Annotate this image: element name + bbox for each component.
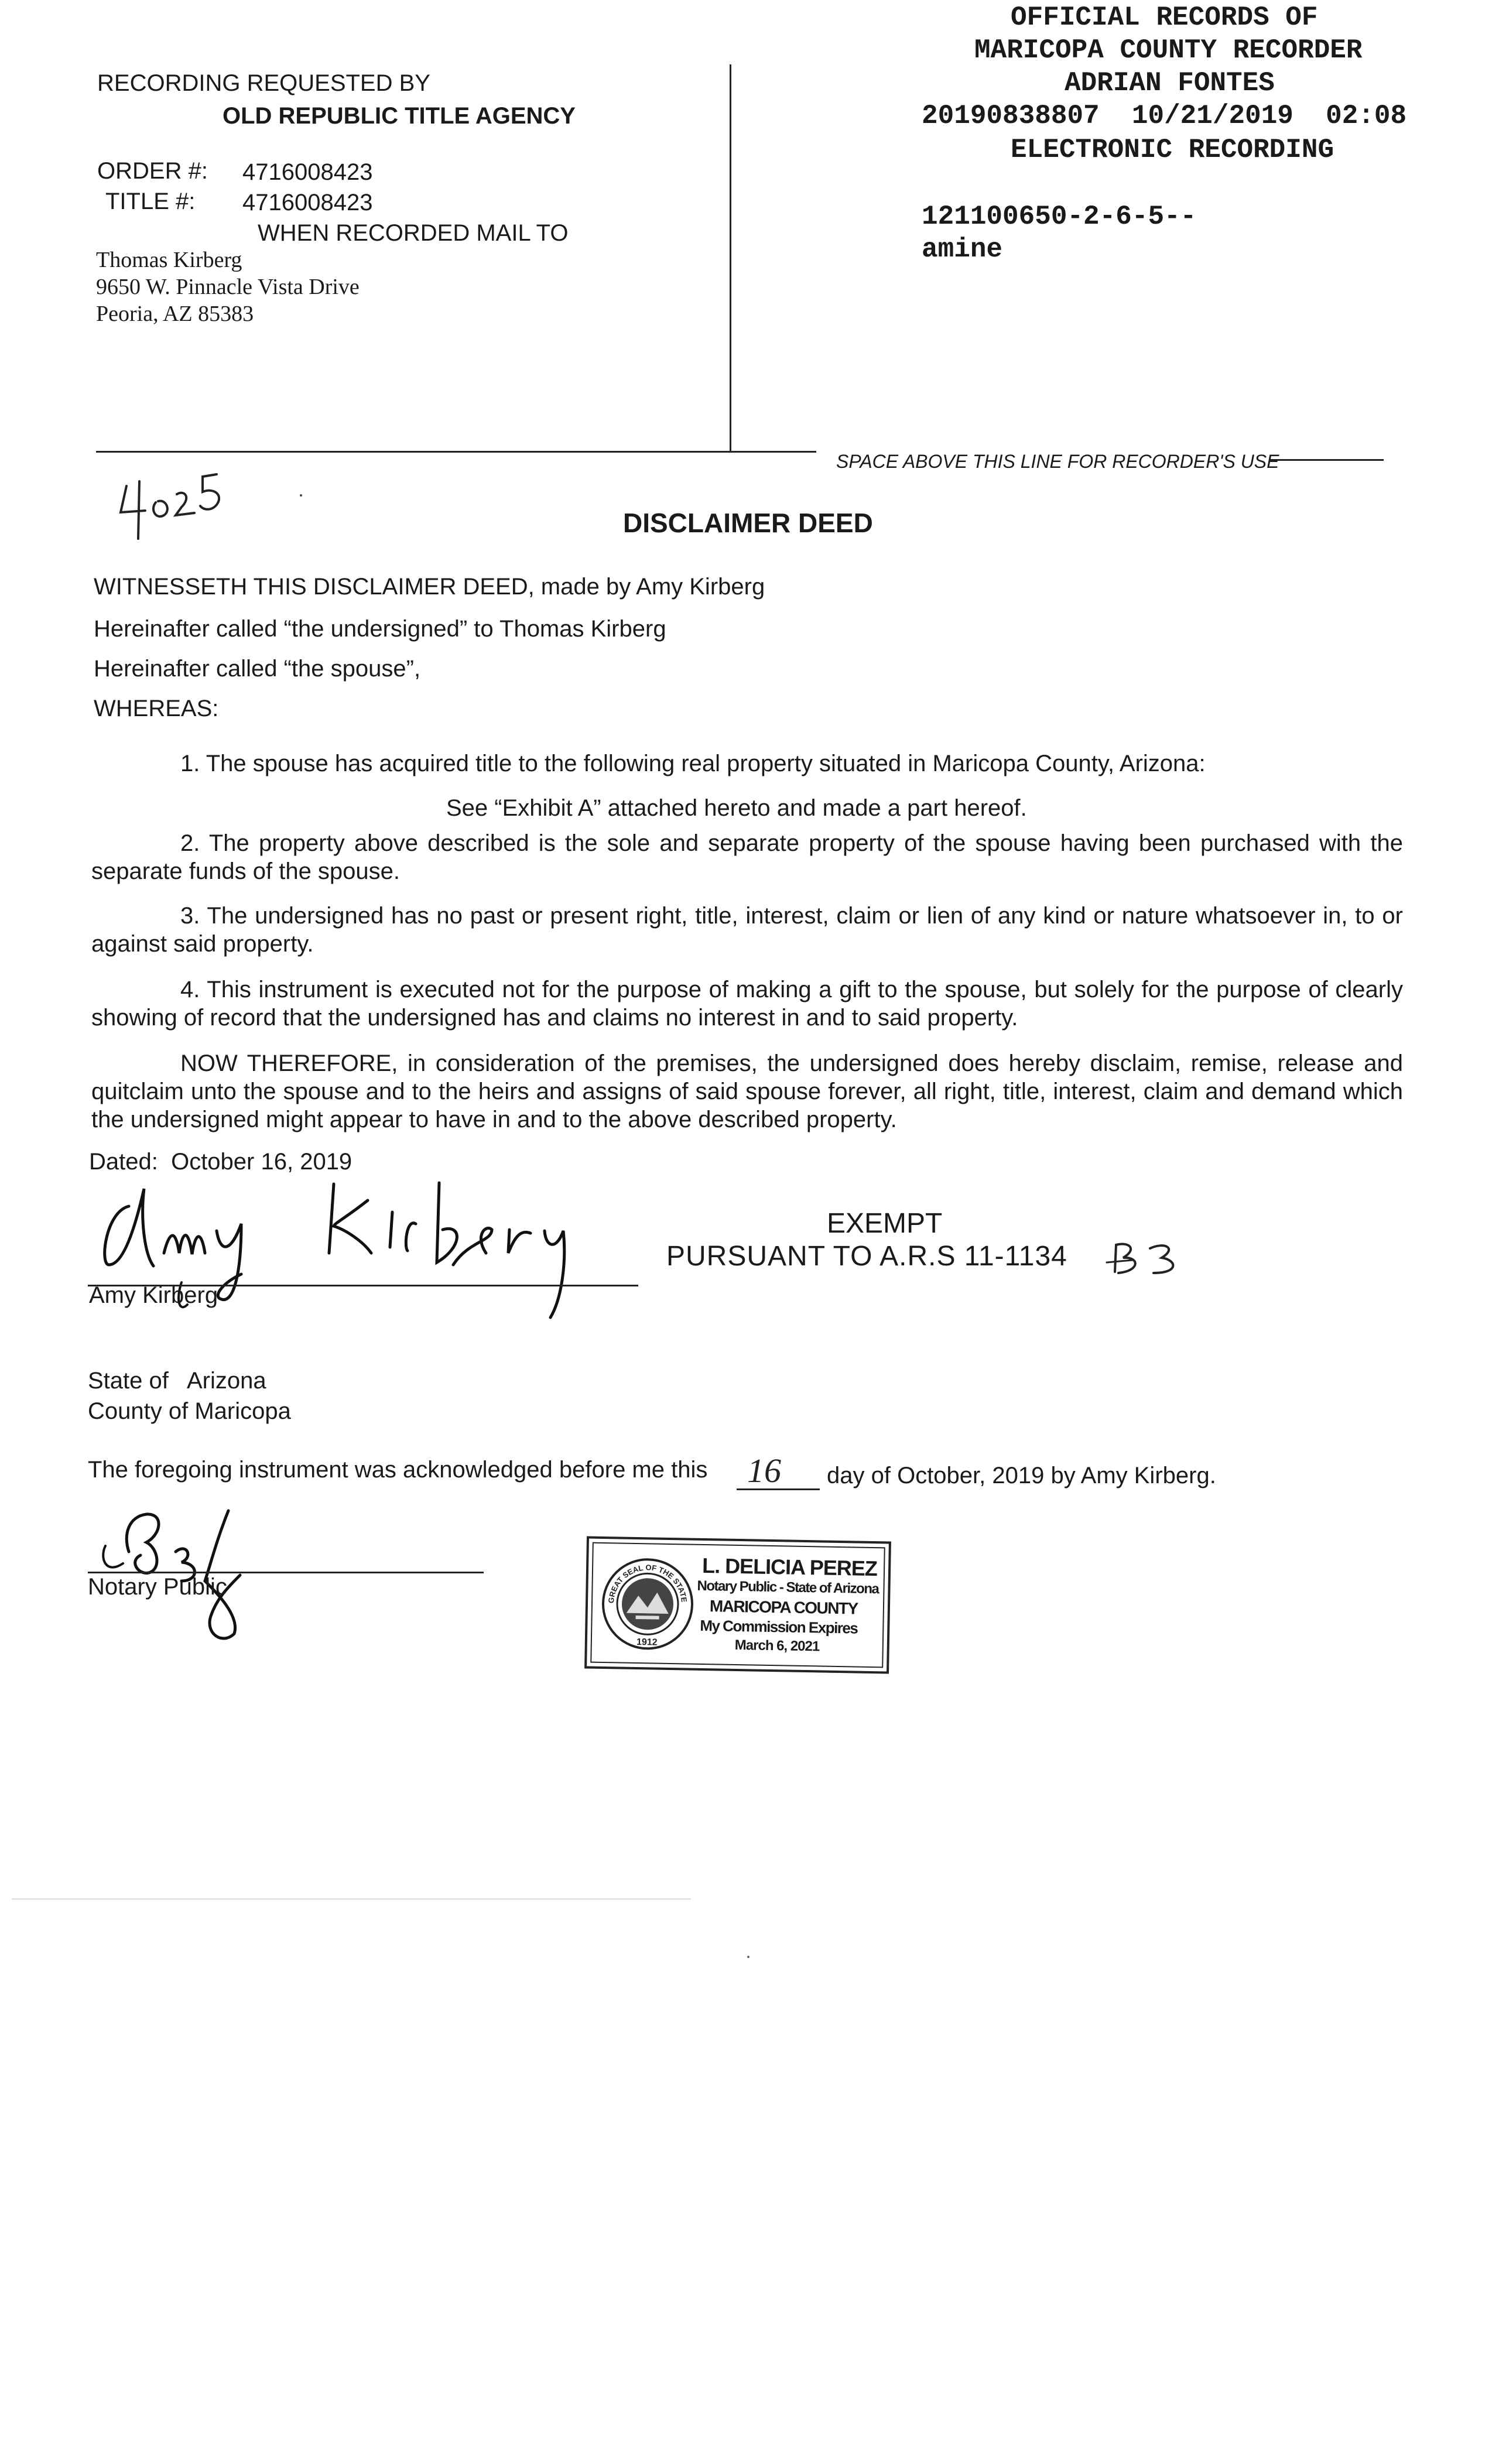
recorder-space-rule-left [96,451,816,453]
venue-state: State of Arizona [88,1368,266,1394]
document-title: DISCLAIMER DEED [623,508,873,538]
recorder-line-3: ADRIAN FONTES [1065,68,1275,98]
order-number: 4716008423 [242,159,373,185]
title-number: 4716008423 [242,190,373,215]
clause-2 [91,829,1403,885]
notary-public-label: Notary Public [88,1574,227,1600]
mail-to-city: Peoria, AZ 85383 [96,302,254,326]
notary-stamp-name: L. DELICIA PEREZ [701,1553,878,1581]
seal-arc-text: GREAT SEAL OF THE STATE OF ARIZONA [598,1549,689,1605]
space-above-line-label: SPACE ABOVE THIS LINE FOR RECORDER'S USE [836,451,1279,472]
acknowledgment-before: The foregoing instrument was acknowledged before me this [88,1457,708,1483]
acknowledgment-after: day of October, 2019 by Amy Kirberg. [827,1463,1216,1488]
order-label: ORDER #: [97,158,208,184]
mail-to-street: 9650 W. Pinnacle Vista Drive [96,275,360,299]
clause-3-text: 3. The undersigned has no past or present right, title, interest, claim or lien of any kind or nature whatsoever in, to or against said property. [91,903,1403,957]
recorder-space-rule-right [1269,459,1384,461]
intro-line-3: Hereinafter called “the spouse”, [94,656,421,682]
notary-signature-rule [88,1572,484,1573]
arizona-state-seal [598,1549,696,1652]
exempt-label: EXEMPT [827,1208,943,1239]
notary-stamp-expiry: March 6, 2021 [734,1637,820,1655]
clause-1: 1. The spouse has acquired title to the following real property situated in Maricopa County, Arizona: [180,751,1206,776]
clause-1-exhibit: See “Exhibit A” attached hereto and made a part hereof. [446,795,1027,821]
recorder-line-7: amine [922,234,1003,265]
acknowledgment-day: 16 [747,1452,781,1490]
exempt-statute: PURSUANT TO A.R.S 11-1134 [666,1241,1067,1272]
title-label: TITLE #: [105,189,196,214]
notary-signature [88,1493,334,1640]
recorder-line-2: MARICOPA COUNTY RECORDER [974,35,1363,66]
recorder-line-1: OFFICIAL RECORDS OF [1011,2,1318,33]
notary-stamp-line-2: Notary Public - State of Arizona [697,1577,879,1597]
mail-to-label: WHEN RECORDED MAIL TO [258,220,569,246]
recorder-line-4: 20190838807 10/21/2019 02:08 [922,101,1407,131]
intro-line-4: WHEREAS: [94,696,219,721]
handwritten-note-4025 [115,457,255,545]
notary-stamp [584,1536,891,1674]
handwritten-exempt-code [1107,1237,1189,1284]
header-vertical-divider [730,64,731,451]
signer-name: Amy Kirberg [89,1282,218,1308]
recorder-line-6: 121100650-2-6-5-- [922,201,1197,232]
recording-requested-label: RECORDING REQUESTED BY [97,70,430,96]
recorder-line-5: ELECTRONIC RECORDING [1011,135,1334,165]
clause-2-text: 2. The property above described is the sole and separate property of the spouse having been purchased with the separate funds of the spouse. [91,830,1403,884]
clause-4 [91,976,1403,1032]
now-therefore-clause [91,1049,1403,1134]
agency-name: OLD REPUBLIC TITLE AGENCY [223,103,576,129]
mail-to-name: Thomas Kirberg [96,248,242,272]
intro-line-1: WITNESSETH THIS DISCLAIMER DEED, made by Amy Kirberg [94,574,765,600]
seal-year: 1912 [636,1637,658,1648]
scan-artifact-line [12,1898,691,1900]
intro-line-2: Hereinafter called “the undersigned” to Thomas Kirberg [94,616,666,642]
signature-amy-kirberg [88,1165,615,1335]
scan-artifact-dot [747,1956,750,1958]
dated-line: Dated: October 16, 2019 [89,1149,352,1175]
clause-4-text: 4. This instrument is executed not for the purpose of making a gift to the spouse, but solely for the purpose of clearly showing of record that the undersigned has and claims no interest in and to said property. [91,977,1403,1031]
clause-3 [91,902,1403,958]
venue-county: County of Maricopa [88,1398,291,1424]
notary-stamp-county: MARICOPA COUNTY [709,1597,858,1618]
now-therefore-text: NOW THEREFORE, in consideration of the premises, the undersigned does hereby disclaim, remise, release and quitclaim unto the spouse and to the heirs and assigns of said spouse forever, all right, title, interest, claim and demand which the undersigned might appear to have in and to the above described property. [91,1050,1403,1132]
notary-stamp-line-4: My Commission Expires [700,1616,858,1637]
